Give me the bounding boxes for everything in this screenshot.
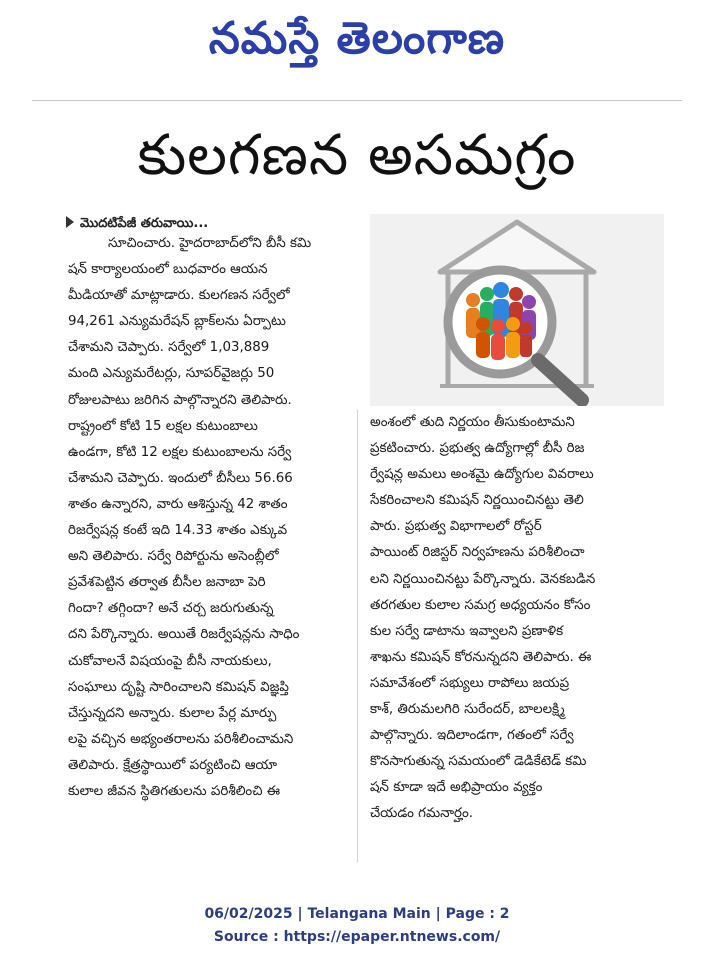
article-line: పాయింట్ రిజిస్టర్ నిర్వహణను పరిశీలించా <box>370 545 585 561</box>
article-line: చేశామని చెప్పారు. సర్వేలో 1,03,889 <box>68 340 270 356</box>
article-line: తెలిపారు. క్షేత్రస్థాయిలో పర్యటించి ఆయా <box>68 757 278 773</box>
article-column-right <box>370 410 656 828</box>
article-line: దని పేర్కొన్నారు. అయితే రిజర్వేషన్లను సాధిం <box>68 627 300 643</box>
masthead-logo: నమస్తే తెలంగాణ <box>208 13 506 64</box>
article-line: కాశ్, తిరుమలగిరి సురేందర్, బాలలక్ష్మి <box>370 702 565 718</box>
article-line: రిజర్వేషన్ల కంటే ఇది 14.33 శాతం ఎక్కువ <box>68 523 288 539</box>
article-line: శాఖను కమిషన్ కోరనున్నదని తెలిపారు. ఈ <box>370 649 592 665</box>
article-line: సూచించారు. హైదరాబాద్‌లోని బీసీ కమి <box>108 236 312 251</box>
article-illustration <box>370 214 664 406</box>
headline: కులగణన అసమగ్రం <box>137 123 577 188</box>
article-line: రోజులపాటు జరిగిన పాల్గొన్నారని తెలిపారు. <box>68 392 292 408</box>
article-line: కొనసాగుతున్న సమయంలో డెడికేటెడ్ కమి <box>370 754 587 770</box>
article-line: శాతం ఉన్నారని, వారు ఆశిస్తున్న 42 శాతం <box>68 496 288 512</box>
article-line: ర్వేషన్ల అమలు అంశమై ఉద్యోగుల వివరాలు <box>370 467 594 483</box>
continued-label: మొదటిపేజీ తరువాయి... <box>80 216 209 231</box>
article-line: కులాల జీవన స్థితిగతులను పరిశీలించి ఈ <box>68 783 281 799</box>
article-line: చేశామని చెప్పారు. ఇందులో బీసీలు 56.66 <box>68 470 293 486</box>
triangle-bullet-icon <box>66 216 74 228</box>
article-line: లని నిర్ణయించినట్టు పేర్కొన్నారు. వెనకబడిన <box>370 571 596 587</box>
column-divider <box>357 410 358 862</box>
article-line: పాల్గొన్నారు. ఇదిలాండగా, గతంలో సర్వే <box>370 728 574 744</box>
article-line: చుకోవాలనే విషయంపై బీసీ నాయకులు, <box>68 653 272 669</box>
article-line: రాష్ట్రంలో కోటి 15 లక్షల కుటుంబాలు <box>68 418 258 434</box>
article-line: మంది ఎన్యుమరేటర్లు, సూపర్‌వైజర్లు 50 <box>68 366 275 382</box>
article-line: షన్ కార్యాలయంలో బుధవారం ఆయన <box>68 262 268 278</box>
article-line: మీడియాతో మాట్లాడారు. కులగణన సర్వేలో <box>68 288 290 304</box>
article-line: సంఘాలు దృష్టి సారించాలని కమిషన్ విజ్ఞప్తి <box>68 679 289 695</box>
article-line: ప్రవేశపెట్టిన తర్వాత బీసీల జనాబా పెరి <box>68 575 266 591</box>
article-line: అని తెలిపారు. సర్వే రిపోర్టును అసెంబ్లీలో <box>68 549 279 565</box>
article-line: ప్రకటించారు. ప్రభుత్వ ఉద్యోగాల్లో బీసీ రిజ <box>370 441 585 457</box>
masthead-divider <box>32 100 682 101</box>
article-line: ఉండగా, కోటి 12 లక్షల కుటుంబాలను సర్వే <box>68 444 292 460</box>
article-line: అంశంలో తుది నిర్ణయం తీసుకుంటామని <box>370 415 575 430</box>
footer-source-link[interactable]: Source : https://epaper.ntnews.com/ <box>213 929 501 945</box>
article-line: గిందా? తగ్గిందా? అనే చర్చ జరుగుతున్న <box>68 601 274 617</box>
article-line: కుల సర్వే డాటాను ఇవ్వాలని ప్రణాళిక <box>370 623 564 639</box>
house-magnifier-people-icon <box>370 214 664 406</box>
article-line: 94,261 ఎన్యుమరేషన్ బ్లాక్‌లను ఏర్పాటు <box>68 314 286 330</box>
article-line: పారు. ప్రభుత్వ విభాగాలలో రోస్టర్ <box>370 519 542 535</box>
article-line: షన్ కూడా ఇదే అభిప్రాయం వ్యక్తం <box>370 780 543 796</box>
article-line: చేస్తున్నదని అన్నారు. కులాల పేర్ల మార్పు <box>68 705 277 721</box>
article-column-left <box>68 231 346 805</box>
article-line: సమావేశంలో సభ్యులు రాపోలు జయప్ర <box>370 675 570 691</box>
article-line: చేయడం గమనార్హం. <box>370 806 474 822</box>
article-line: తరగతుల కులాల సమగ్ర అధ్యయనం కోసం <box>370 597 591 613</box>
footer-edition-info: 06/02/2025 | Telangana Main | Page : 2 <box>204 906 510 922</box>
article-line: సేకరించాలని కమిషన్ నిర్ణయించినట్టు తెలి <box>370 493 584 509</box>
article-line: లపై వచ్చిన అభ్యంతరాలను పరిశీలించామని <box>68 731 294 747</box>
